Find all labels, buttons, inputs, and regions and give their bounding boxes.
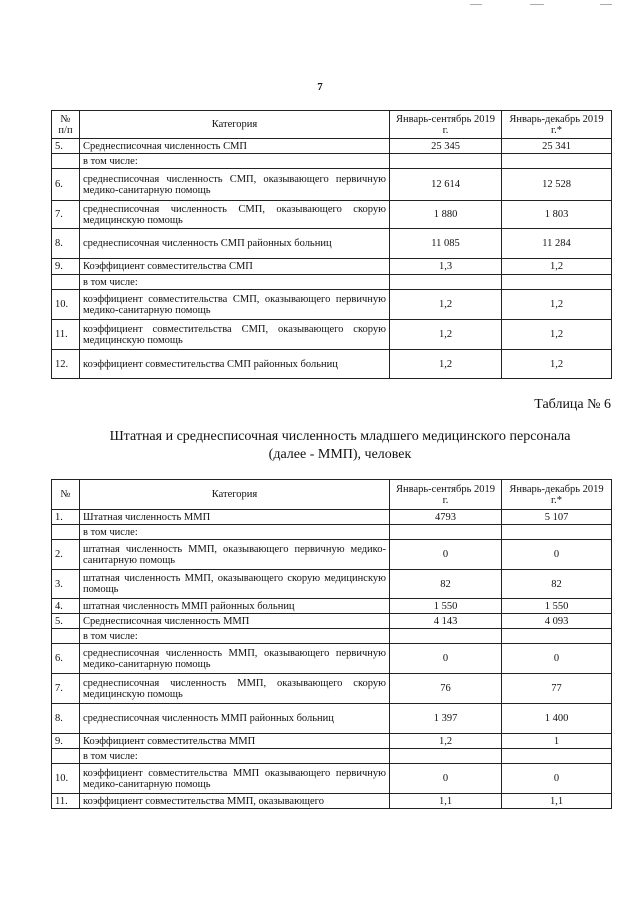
row-value-jan-sep: 1 880 bbox=[390, 201, 502, 229]
row-number: 10. bbox=[52, 764, 80, 794]
row-category: коэффициент совместительства СМП районных больниц bbox=[80, 350, 390, 379]
table-header-row bbox=[52, 480, 612, 510]
table-row bbox=[52, 169, 612, 201]
table-row bbox=[52, 229, 612, 259]
header-jan-sep: Январь-сентябрь 2019 г. bbox=[390, 480, 502, 510]
row-value-jan-dec: 1 550 bbox=[502, 599, 612, 614]
row-value-jan-dec bbox=[502, 275, 612, 290]
row-value-jan-sep bbox=[390, 749, 502, 764]
table-header-row bbox=[52, 111, 612, 139]
row-value-jan-sep bbox=[390, 629, 502, 644]
row-value-jan-sep: 82 bbox=[390, 570, 502, 599]
row-value-jan-sep: 0 bbox=[390, 764, 502, 794]
table-row bbox=[52, 570, 612, 599]
row-number: 11. bbox=[52, 794, 80, 809]
section-title-line2: (далее - ММП), человек bbox=[268, 447, 412, 462]
row-value-jan-dec: 82 bbox=[502, 570, 612, 599]
row-category: Штатная численность ММП bbox=[80, 510, 390, 525]
row-value-jan-dec: 1,1 bbox=[502, 794, 612, 809]
row-value-jan-dec: 25 341 bbox=[502, 139, 612, 154]
row-value-jan-sep: 11 085 bbox=[390, 229, 502, 259]
scan-artifact-marks bbox=[470, 4, 630, 6]
row-value-jan-dec bbox=[502, 154, 612, 169]
table-row bbox=[52, 674, 612, 704]
table-row bbox=[52, 704, 612, 734]
row-category: среднесписочная численность СМП районных больниц bbox=[80, 229, 390, 259]
row-category: штатная численность ММП, оказывающего скорую медицинскую помощь bbox=[80, 570, 390, 599]
table-row bbox=[52, 259, 612, 275]
row-value-jan-dec: 12 528 bbox=[502, 169, 612, 201]
row-category: коэффициент совместительства СМП, оказывающего скорую медицинскую помощь bbox=[80, 320, 390, 350]
header-num: № bbox=[52, 480, 80, 510]
row-value-jan-dec: 0 bbox=[502, 764, 612, 794]
row-category: коэффициент совместительства ММП оказывающего первичную медико-санитарную помощь bbox=[80, 764, 390, 794]
row-value-jan-sep: 76 bbox=[390, 674, 502, 704]
row-category: штатная численность ММП районных больниц bbox=[80, 599, 390, 614]
row-number: 6. bbox=[52, 644, 80, 674]
row-value-jan-dec bbox=[502, 629, 612, 644]
row-category: Коэффициент совместительства ММП bbox=[80, 734, 390, 749]
row-value-jan-sep: 12 614 bbox=[390, 169, 502, 201]
row-number bbox=[52, 154, 80, 169]
row-category: в том числе: bbox=[80, 629, 390, 644]
row-value-jan-sep: 1,3 bbox=[390, 259, 502, 275]
row-value-jan-sep: 4793 bbox=[390, 510, 502, 525]
row-value-jan-sep: 0 bbox=[390, 540, 502, 570]
table-row bbox=[52, 540, 612, 570]
row-category: среднесписочная численность ММП районных больниц bbox=[80, 704, 390, 734]
row-category: штатная численность ММП, оказывающего первичную медико-санитарную помощь bbox=[80, 540, 390, 570]
row-value-jan-dec: 11 284 bbox=[502, 229, 612, 259]
row-value-jan-dec: 0 bbox=[502, 540, 612, 570]
row-number: 10. bbox=[52, 290, 80, 320]
row-value-jan-dec: 1,2 bbox=[502, 290, 612, 320]
table-smp bbox=[51, 110, 612, 379]
row-value-jan-dec: 1,2 bbox=[502, 259, 612, 275]
row-number: 3. bbox=[52, 570, 80, 599]
row-number: 11. bbox=[52, 320, 80, 350]
row-value-jan-dec bbox=[502, 749, 612, 764]
row-value-jan-dec: 1,2 bbox=[502, 320, 612, 350]
row-number: 9. bbox=[52, 734, 80, 749]
row-number bbox=[52, 629, 80, 644]
page-number: 7 bbox=[317, 81, 323, 93]
header-category: Категория bbox=[80, 111, 390, 139]
row-value-jan-dec bbox=[502, 525, 612, 540]
table-row bbox=[52, 764, 612, 794]
table-row bbox=[52, 629, 612, 644]
table-row bbox=[52, 290, 612, 320]
row-number bbox=[52, 749, 80, 764]
table-row bbox=[52, 794, 612, 809]
row-number: 7. bbox=[52, 201, 80, 229]
table-row bbox=[52, 644, 612, 674]
row-category: в том числе: bbox=[80, 749, 390, 764]
row-number bbox=[52, 525, 80, 540]
row-category: Среднесписочная численность ММП bbox=[80, 614, 390, 629]
table-row bbox=[52, 139, 612, 154]
table-row bbox=[52, 614, 612, 629]
section-title bbox=[60, 428, 620, 464]
row-category: среднесписочная численность СМП, оказывающего скорую медицинскую помощь bbox=[80, 201, 390, 229]
row-value-jan-sep: 4 143 bbox=[390, 614, 502, 629]
row-value-jan-sep: 1,2 bbox=[390, 320, 502, 350]
row-number: 6. bbox=[52, 169, 80, 201]
row-category: среднесписочная численность ММП, оказывающего первичную медико-санитарную помощь bbox=[80, 644, 390, 674]
table-row bbox=[52, 154, 612, 169]
row-number: 1. bbox=[52, 510, 80, 525]
table-row bbox=[52, 525, 612, 540]
row-value-jan-sep bbox=[390, 525, 502, 540]
header-num: № п/п bbox=[52, 111, 80, 139]
row-value-jan-sep: 1,1 bbox=[390, 794, 502, 809]
row-category: в том числе: bbox=[80, 275, 390, 290]
row-category: среднесписочная численность ММП, оказывающего скорую медицинскую помощь bbox=[80, 674, 390, 704]
row-number: 12. bbox=[52, 350, 80, 379]
table-row bbox=[52, 734, 612, 749]
row-value-jan-sep bbox=[390, 275, 502, 290]
row-number: 2. bbox=[52, 540, 80, 570]
row-value-jan-sep: 1,2 bbox=[390, 290, 502, 320]
table-row bbox=[52, 749, 612, 764]
row-value-jan-dec: 5 107 bbox=[502, 510, 612, 525]
row-value-jan-sep: 1 397 bbox=[390, 704, 502, 734]
row-value-jan-sep bbox=[390, 154, 502, 169]
row-category: коэффициент совместительства ММП, оказывающего bbox=[80, 794, 390, 809]
row-value-jan-dec: 4 093 bbox=[502, 614, 612, 629]
row-category: среднесписочная численность СМП, оказывающего первичную медико-санитарную помощь bbox=[80, 169, 390, 201]
table-row bbox=[52, 320, 612, 350]
row-number: 4. bbox=[52, 599, 80, 614]
row-value-jan-sep: 25 345 bbox=[390, 139, 502, 154]
row-value-jan-dec: 77 bbox=[502, 674, 612, 704]
table-caption: Таблица № 6 bbox=[534, 397, 611, 412]
table-row bbox=[52, 510, 612, 525]
row-value-jan-dec: 1 bbox=[502, 734, 612, 749]
row-value-jan-dec: 0 bbox=[502, 644, 612, 674]
row-value-jan-sep: 1,2 bbox=[390, 350, 502, 379]
row-value-jan-sep: 0 bbox=[390, 644, 502, 674]
header-jan-dec: Январь-декабрь 2019 г.* bbox=[502, 480, 612, 510]
row-number: 5. bbox=[52, 139, 80, 154]
table-row bbox=[52, 201, 612, 229]
row-category: в том числе: bbox=[80, 154, 390, 169]
row-number: 7. bbox=[52, 674, 80, 704]
row-value-jan-dec: 1,2 bbox=[502, 350, 612, 379]
table-row bbox=[52, 350, 612, 379]
section-title-line1: Штатная и среднесписочная численность младшего медицинского персонала bbox=[109, 429, 571, 444]
row-number: 8. bbox=[52, 229, 80, 259]
row-category: Среднесписочная численность СМП bbox=[80, 139, 390, 154]
header-jan-sep: Январь-сентябрь 2019 г. bbox=[390, 111, 502, 139]
table-row bbox=[52, 275, 612, 290]
row-category: Коэффициент совместительства СМП bbox=[80, 259, 390, 275]
row-number bbox=[52, 275, 80, 290]
row-category: в том числе: bbox=[80, 525, 390, 540]
row-number: 5. bbox=[52, 614, 80, 629]
row-value-jan-sep: 1,2 bbox=[390, 734, 502, 749]
row-number: 8. bbox=[52, 704, 80, 734]
row-category: коэффициент совместительства СМП, оказывающего первичную медико-санитарную помощь bbox=[80, 290, 390, 320]
row-number: 9. bbox=[52, 259, 80, 275]
table-mmp bbox=[51, 479, 612, 809]
header-jan-dec: Январь-декабрь 2019 г.* bbox=[502, 111, 612, 139]
row-value-jan-dec: 1 803 bbox=[502, 201, 612, 229]
row-value-jan-dec: 1 400 bbox=[502, 704, 612, 734]
header-category: Категория bbox=[80, 480, 390, 510]
table-row bbox=[52, 599, 612, 614]
row-value-jan-sep: 1 550 bbox=[390, 599, 502, 614]
